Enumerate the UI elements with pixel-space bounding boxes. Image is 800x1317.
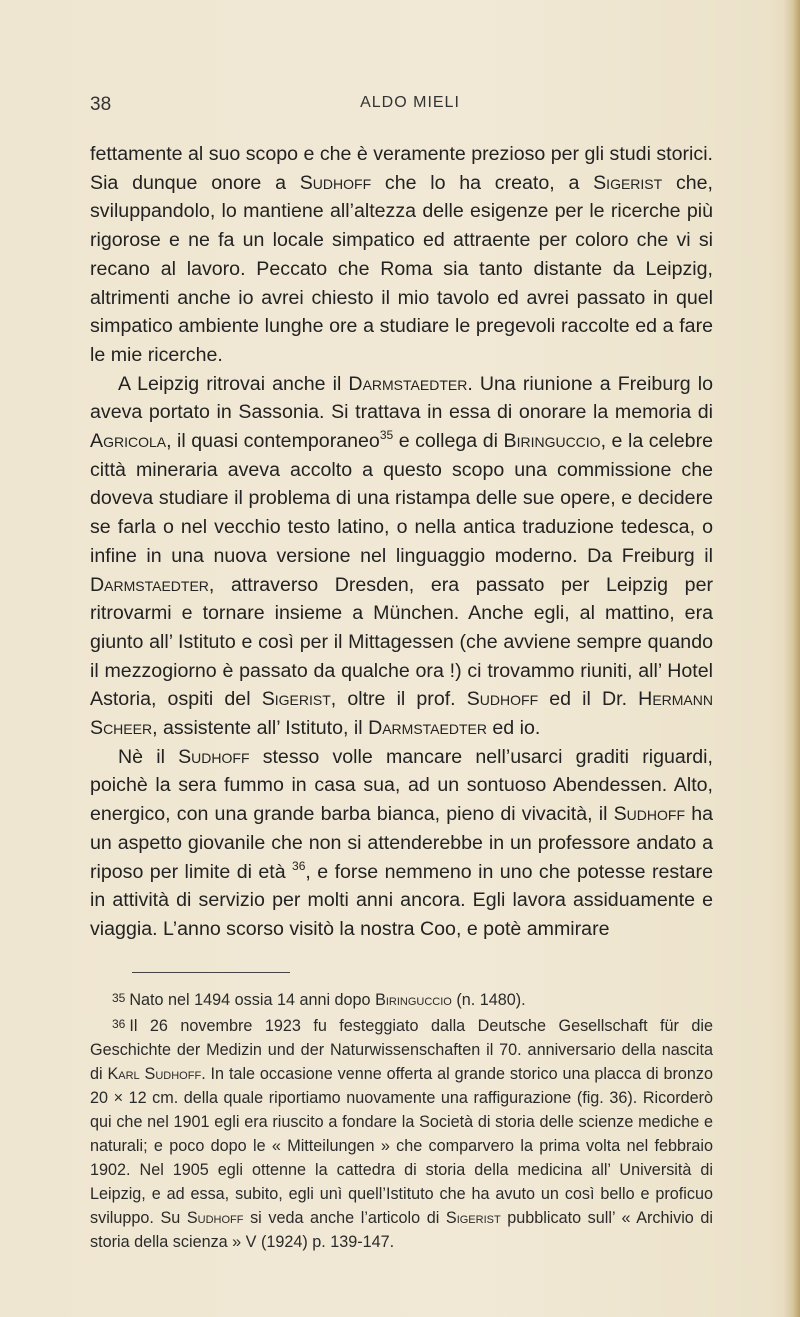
page-edge — [784, 0, 800, 1317]
name-sigerist: Sigerist — [445, 1209, 501, 1227]
running-head: ALDO MIELI — [360, 94, 460, 111]
page-number: 38 — [90, 94, 112, 115]
name-darmstaedter: Darmstaedter — [368, 717, 487, 740]
footnote-ref-35: 35 — [379, 428, 394, 443]
paragraph-2: A Leipzig ritrovai anche il Darmstaedter. Una riunione a Freiburg lo aveva portato in Sassonia. Si trattava in essa di onorare la memoria di Agricola, il quasi contemporaneo$^{35}$ e collega di Biringuccio, e la celebre città mineraria aveva accolto a questo scopo una commissione che doveva studiare il problema di una ristampa delle sue opere, e decidere se farla o nel vecchio testo latino, o nella antica traduzione tedesca, o infine in una nuova versione nel linguaggio moderno. Da Freiburg il Darmstaedter, attraverso Dresden, era passato per Leipzig per ritrovarmi e tornare insieme a München. Anche egli, al mattino, era giunto all’ Istituto e così per il Mittagessen (che avviene sempre quando il mezzogiorno è passato da qualche ora !) ci trovammo riuniti, all’ Hotel Astoria, ospiti del Sigerist, oltre il prof. Sudhoff ed il Dr. Hermann Scheer, assistente all’ Istituto, il Darmstaedter ed io. — [90, 372, 713, 740]
footnote-36: 36 Il 26 novembre 1923 fu festeggiato dalla Deutsche Gesellschaft für die Geschichte der Medizin und der Naturwissenschaften il 70. anniversario della nascita di Karl Sudhoff. In tale occasione venne offerta al grande storico una placca di bronzo 20 × 12 cm. della quale riportiamo nuovamente una raffigurazione (fig. 36). Ricorderò qui che nel 1901 egli era riuscito a fondare la Società di storia delle scienze mediche e naturali; e poco dopo le « Mitteilungen » che comparvero la prima volta nel febbraio 1902. Nel 1905 egli ottenne la cattedra di storia della medicina all’ Università di Leipzig, e ad essa, subito, egli unì quell’Istituto che ha avuto un così bello e proficuo sviluppo. Su Sudhoff si veda anche l’articolo di Sigerist pubblicato sull’ « Archivio di storia della scienza » V (1924) p. 139-147. — [90, 1017, 714, 1251]
footnote-number: 35 — [112, 991, 126, 1005]
footnote-divider — [132, 972, 290, 973]
name-sudhoff: Sudhoff — [466, 688, 539, 711]
name-sigerist: Sigerist — [593, 171, 663, 194]
name-agricola: Agricola — [90, 430, 167, 453]
name-sudhoff: Sudhoff — [299, 171, 372, 194]
paragraph-3: Nè il Sudhoff stesso volle mancare nell’usarci graditi riguardi, poichè la sera fummo in casa sua, ad un sontuoso Abendessen. Alto, energico, con una grande barba bianca, pieno di vivacità, il Sudhoff ha un aspetto giovanile che non si attenderebbe in un professore andato a riposo per limite di età $^{36}$, e forse nemmeno in uno che potesse restare in attività di servizio per molti anni ancora. Egli lavora assiduamente e viaggia. L’anno scorso visitò la nostra Coo, e potè ammirare — [90, 745, 713, 940]
name-sudhoff: Sudhoff — [186, 1209, 244, 1227]
name-darmstaedter: Darmstaedter — [90, 573, 209, 596]
paragraph-1: fettamente al suo scopo e che è veramente prezioso per gli studi storici. Sia dunque onore a Sudhoff che lo ha creato, a Sigerist che, sviluppandolo, lo mantiene all’altezza delle esigenze per le ricerche più rigorose e ne fa un locale simpatico ed attraente per coloro che vi si recano al lavoro. Peccato che Roma sia tanto distante da Leipzig, altrimenti anche io avrei chiesto il mio tavolo ed avrei passato in quel simpatico ambiente lunghe ore a studiare le pregevoli raccolte ed a fare le mie ricerche. — [90, 143, 713, 366]
name-sudhoff: Sudhoff — [613, 803, 686, 826]
footnote-ref-36: 36 — [292, 858, 306, 873]
footnote-number: 36 — [112, 1017, 126, 1031]
name-biringuccio: Biringuccio — [503, 430, 601, 453]
name-darmstaedter: Darmstaedter — [348, 372, 468, 395]
body-text — [90, 140, 713, 944]
footnote-35: 35 Nato nel 1494 ossia 14 anni dopo Biringuccio (n. 1480). — [112, 991, 526, 1009]
name-biringuccio: Biringuccio — [375, 991, 452, 1009]
footnotes — [90, 986, 713, 1254]
name-sudhoff: Sudhoff — [178, 745, 250, 768]
name-sigerist: Sigerist — [261, 688, 331, 711]
name-karl-sudhoff: Karl Sudhoff — [107, 1065, 202, 1083]
name-scheer: Hermann Scheer — [90, 688, 713, 740]
